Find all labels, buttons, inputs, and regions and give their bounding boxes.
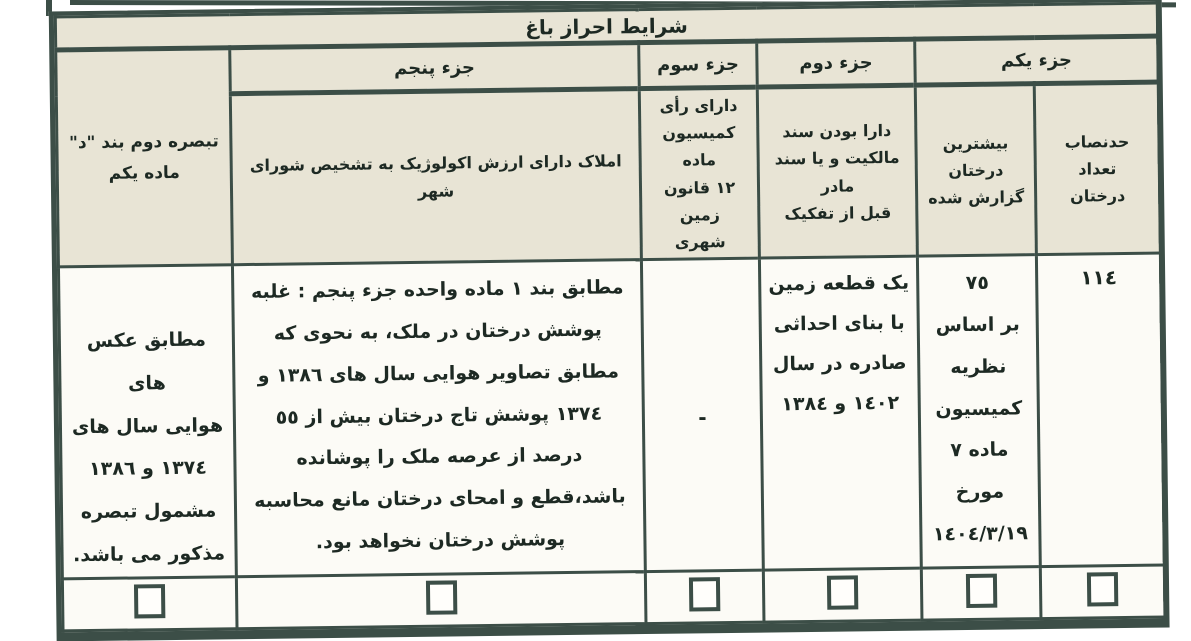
checkbox-cell-note	[62, 576, 237, 630]
part1-reported-value: ٧٥ بر اساس نظریه کمیسیون ماده ٧ مورخ ١٤٠٤/٣/١٩	[917, 255, 1040, 568]
part5-label: جزء پنجم	[230, 43, 640, 94]
part2-label: جزء دوم	[757, 39, 916, 87]
checkbox-part5[interactable]	[425, 581, 456, 615]
conditions-table	[54, 2, 1167, 632]
checkbox-part1-quota[interactable]	[1087, 572, 1118, 606]
part3-label: جزء سوم	[639, 41, 758, 88]
part2-header: دارا بودن سند مالکیت و یا سند مادر قبل از تفکیک	[757, 85, 917, 258]
part2-value: یک قطعه زمین با بنای احداثی صادره در سال ١٤٠٢ و ١٣٨٤	[759, 256, 921, 569]
part3-header: دارای رأی کمیسیون ماده ١٢ قانون زمین شهری	[639, 87, 759, 260]
checkbox-part1-reported[interactable]	[965, 574, 996, 608]
checkbox-note[interactable]	[134, 584, 165, 618]
checkbox-cell-part1-reported	[921, 566, 1041, 619]
checkbox-part2[interactable]	[827, 576, 858, 610]
note-column-header: تبصره دوم بند "د" ماده یکم	[56, 48, 233, 267]
conditions-table-wrapper	[49, 0, 1170, 641]
part1-reported-header: بیشترین درختان گزارش شده	[915, 84, 1036, 257]
checkbox-part3[interactable]	[689, 577, 720, 611]
checkbox-cell-part2	[763, 568, 922, 622]
part1-quota-value: ١١٤	[1036, 253, 1164, 566]
checkbox-cell-part5	[236, 571, 646, 628]
table-title: شرایط احراز باغ	[55, 3, 1157, 50]
part1-label: جزء یکم	[915, 36, 1159, 85]
checkbox-cell-part1-quota	[1040, 565, 1165, 619]
part5-value: مطابق بند ١ ماده واحده جزء پنجم : غلبه پوشش درختان در ملک، به نحوی که مطابق تصاویر هوایی سال های ١٣٨٦ و ١٣٧٤ پوشش تاج درختان بیش از ٥٥ درصد از عرصه ملک را پوشانده باشد،قطع و امحای درختان مانع محاسبه پوشش درختان نخواهد بود.	[232, 260, 645, 577]
part5-header: املاک دارای ارزش اکولوژیک به تشخیص شورای شهر	[230, 89, 641, 265]
checkbox-cell-part3	[645, 570, 764, 623]
part3-value: -	[641, 258, 763, 571]
part1-quota-header: حدنصاب تعداد درختان	[1034, 82, 1160, 255]
note-value: مطابق عکس های هوایی سال های ١٣٧٤ و ١٣٨٦ مشمول تبصره مذکور می باشد.	[58, 265, 236, 579]
